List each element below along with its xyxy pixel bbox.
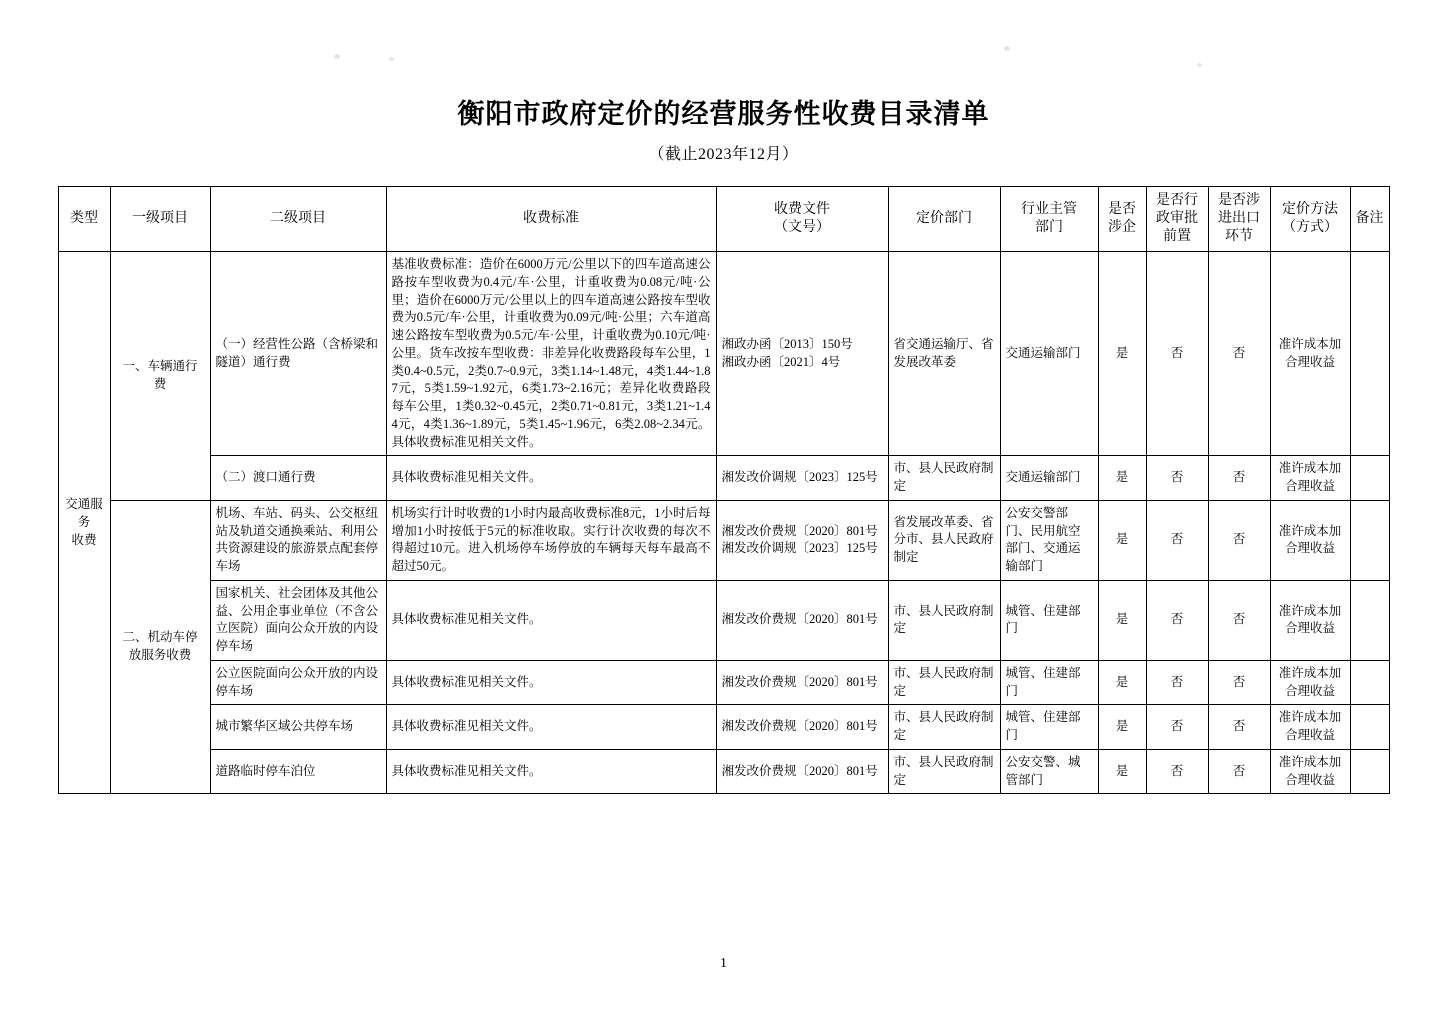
cell-standard: 具体收费标准见相关文件。 bbox=[386, 580, 716, 660]
col-header-approval bbox=[1146, 187, 1208, 252]
cell-level2: （一）经营性公路（含桥梁和隧道）通行费 bbox=[210, 252, 386, 456]
cell-method: 准许成本加合理收益 bbox=[1270, 749, 1350, 794]
cell-level2: 公立医院面向公众开放的内设停车场 bbox=[210, 660, 386, 705]
cell-level2: 城市繁华区域公共停车场 bbox=[210, 705, 386, 750]
cell-type-group bbox=[58, 252, 110, 794]
cell-document-line2: 湘政办函〔2021〕4号 bbox=[721, 354, 841, 369]
cell-approval: 否 bbox=[1146, 252, 1208, 456]
cell-pricing-dept: 市、县人民政府制定 bbox=[888, 749, 1000, 794]
scan-speck-icon bbox=[389, 57, 394, 61]
cell-level2: （二）渡口通行费 bbox=[210, 456, 386, 501]
cell-qiye: 是 bbox=[1098, 660, 1146, 705]
table-row bbox=[58, 580, 1389, 660]
cell-remark bbox=[1350, 252, 1389, 456]
page-subtitle: （截止2023年12月） bbox=[648, 146, 799, 163]
fee-catalog-table bbox=[58, 186, 1390, 794]
cell-document: 湘发改价费规〔2020〕801号 bbox=[716, 705, 888, 750]
cell-industry-dept: 城管、住建部门 bbox=[1000, 705, 1098, 750]
col-header-industry-dept-line2: 部门 bbox=[1035, 220, 1063, 235]
cell-qiye: 是 bbox=[1098, 500, 1146, 580]
col-header-standard: 收费标准 bbox=[386, 187, 716, 252]
table-row bbox=[58, 660, 1389, 705]
cell-document-line1: 湘发改价费规〔2020〕801号 bbox=[721, 523, 878, 538]
cell-level1-parking-line1: 二、机动车停 bbox=[122, 630, 198, 645]
table-header bbox=[58, 187, 1389, 252]
cell-standard: 具体收费标准见相关文件。 bbox=[386, 749, 716, 794]
cell-document-line2: 湘发改价调规〔2023〕125号 bbox=[721, 541, 878, 556]
cell-approval: 否 bbox=[1146, 500, 1208, 580]
table-row bbox=[58, 456, 1389, 501]
cell-standard: 具体收费标准见相关文件。 bbox=[386, 660, 716, 705]
cell-import-export: 否 bbox=[1208, 252, 1270, 456]
scan-speck-icon bbox=[1197, 63, 1202, 67]
cell-remark bbox=[1350, 456, 1389, 501]
cell-qiye: 是 bbox=[1098, 749, 1146, 794]
col-header-document bbox=[716, 187, 888, 252]
col-header-qiye bbox=[1098, 187, 1146, 252]
cell-level1-vehicle-toll-line1: 一、车辆通行 bbox=[122, 359, 198, 374]
col-header-document-line1: 收费文件 bbox=[774, 201, 830, 217]
cell-method: 准许成本加合理收益 bbox=[1270, 500, 1350, 580]
col-header-method-line1: 定价方法 bbox=[1282, 201, 1338, 217]
cell-qiye: 是 bbox=[1098, 252, 1146, 456]
cell-import-export: 否 bbox=[1208, 705, 1270, 750]
cell-import-export: 否 bbox=[1208, 749, 1270, 794]
col-header-qiye-line2: 涉企 bbox=[1108, 220, 1136, 235]
cell-import-export: 否 bbox=[1208, 660, 1270, 705]
cell-level2: 机场、车站、码头、公交枢纽站及轨道交通换乘站、利用公共资源建设的旅游景点配套停车场 bbox=[210, 500, 386, 580]
col-header-approval-line1: 是否行 bbox=[1156, 192, 1198, 208]
cell-remark bbox=[1350, 660, 1389, 705]
scan-speck-icon bbox=[334, 54, 340, 59]
col-header-type: 类型 bbox=[58, 187, 110, 252]
cell-standard: 具体收费标准见相关文件。 bbox=[386, 705, 716, 750]
cell-level1-vehicle-toll bbox=[110, 252, 210, 501]
table-row bbox=[58, 500, 1389, 580]
col-header-level2: 二级项目 bbox=[210, 187, 386, 252]
cell-document: 湘发改价费规〔2020〕801号 bbox=[716, 749, 888, 794]
col-header-import-export bbox=[1208, 187, 1270, 252]
cell-industry-dept: 城管、住建部门 bbox=[1000, 660, 1098, 705]
col-header-import-export-line1: 是否涉 bbox=[1218, 192, 1260, 208]
table-row bbox=[58, 252, 1389, 456]
cell-method: 准许成本加合理收益 bbox=[1270, 252, 1350, 456]
cell-pricing-dept: 市、县人民政府制定 bbox=[888, 660, 1000, 705]
cell-level1-parking-line2: 放服务收费 bbox=[128, 648, 192, 662]
cell-document: 湘发改价调规〔2023〕125号 bbox=[716, 456, 888, 501]
cell-standard: 具体收费标准见相关文件。 bbox=[386, 456, 716, 501]
col-header-approval-line3: 前置 bbox=[1163, 229, 1191, 245]
cell-import-export: 否 bbox=[1208, 500, 1270, 580]
col-header-import-export-line2: 进出口 bbox=[1218, 210, 1260, 226]
cell-level2: 道路临时停车泊位 bbox=[210, 749, 386, 794]
cell-qiye: 是 bbox=[1098, 705, 1146, 750]
cell-industry-dept: 公安交警、城管部门 bbox=[1000, 749, 1098, 794]
cell-approval: 否 bbox=[1146, 660, 1208, 705]
cell-method: 准许成本加合理收益 bbox=[1270, 456, 1350, 501]
col-header-import-export-line3: 环节 bbox=[1225, 229, 1253, 245]
cell-method: 准许成本加合理收益 bbox=[1270, 580, 1350, 660]
cell-approval: 否 bbox=[1146, 705, 1208, 750]
cell-pricing-dept: 市、县人民政府制定 bbox=[888, 580, 1000, 660]
cell-approval: 否 bbox=[1146, 580, 1208, 660]
table-row bbox=[58, 749, 1389, 794]
col-header-level1: 一级项目 bbox=[110, 187, 210, 252]
cell-industry-dept: 城管、住建部门 bbox=[1000, 580, 1098, 660]
cell-remark bbox=[1350, 580, 1389, 660]
cell-type-group-line2: 收费 bbox=[71, 532, 97, 547]
cell-document: 湘发改价费规〔2020〕801号 bbox=[716, 660, 888, 705]
cell-pricing-dept: 省发展改革委、省分市、县人民政府制定 bbox=[888, 500, 1000, 580]
col-header-remark: 备注 bbox=[1350, 187, 1389, 252]
page-number: 1 bbox=[720, 956, 727, 971]
cell-method: 准许成本加合理收益 bbox=[1270, 660, 1350, 705]
cell-import-export: 否 bbox=[1208, 456, 1270, 501]
cell-pricing-dept: 省交通运输厅、省发展改革委 bbox=[888, 252, 1000, 456]
cell-document bbox=[716, 500, 888, 580]
cell-industry-dept: 公安交警部门、民用航空部门、交通运输部门 bbox=[1000, 500, 1098, 580]
col-header-industry-dept-line1: 行业主管 bbox=[1021, 201, 1077, 217]
col-header-pricing-dept: 定价部门 bbox=[888, 187, 1000, 252]
scan-speck-icon bbox=[1004, 46, 1010, 51]
cell-industry-dept: 交通运输部门 bbox=[1000, 252, 1098, 456]
page-title: 衡阳市政府定价的经营服务性收费目录清单 bbox=[457, 99, 990, 129]
header-row bbox=[58, 187, 1389, 252]
cell-method: 准许成本加合理收益 bbox=[1270, 705, 1350, 750]
cell-standard: 基准收费标准：造价在6000万元/公里以下的四车道高速公路按车型收费为0.4元/车·公里，计重收费为0.08元/吨·公里；造价在6000万元/公里以上的四车道高速公路按车型收费为0.5元/车·公里，计重收费为0.09元/吨·公里；六车道高速公路按车型收费为0.5元/车·公里，计重收费为0.10元/吨·公里。货车改按车型收费：非差异化收费路段每车公里，1类0.4~0.5元，2类0.7~0.9元，3类1.14~1.48元，4类1.44~1.87元，5类1.59~1.92元，6类1.73~2.16元；差异化收费路段每车公里，1类0.32~0.45元，2类0.71~0.81元，3类1.21~1.44元，4类1.36~1.89元，5类1.45~1.96元，6类2.08~2.34元。具体收费标准见相关文件。 bbox=[386, 252, 716, 456]
col-header-approval-line2: 政审批 bbox=[1156, 210, 1198, 226]
cell-level1-parking bbox=[110, 500, 210, 794]
cell-qiye: 是 bbox=[1098, 580, 1146, 660]
col-header-document-line2: （文号） bbox=[774, 220, 830, 235]
cell-type-group-line1: 交通服务 bbox=[65, 497, 103, 529]
cell-level2: 国家机关、社会团体及其他公益、公用企事业单位（不含公立医院）面向公众开放的内设停车场 bbox=[210, 580, 386, 660]
cell-qiye: 是 bbox=[1098, 456, 1146, 501]
col-header-industry-dept bbox=[1000, 187, 1098, 252]
col-header-method-line2: （方式） bbox=[1282, 220, 1338, 235]
cell-standard: 机场实行计时收费的1小时内最高收费标准8元，1小时后每增加1小时按低于5元的标准收取。实行计次收费的每次不得超过10元。进入机场停车场停放的车辆每天每车最高不超过50元。 bbox=[386, 500, 716, 580]
cell-remark bbox=[1350, 500, 1389, 580]
cell-document bbox=[716, 252, 888, 456]
cell-remark bbox=[1350, 749, 1389, 794]
cell-approval: 否 bbox=[1146, 749, 1208, 794]
cell-document-line1: 湘政办函〔2013〕150号 bbox=[721, 336, 853, 351]
cell-import-export: 否 bbox=[1208, 580, 1270, 660]
cell-document: 湘发改价费规〔2020〕801号 bbox=[716, 580, 888, 660]
cell-remark bbox=[1350, 705, 1389, 750]
table-body bbox=[58, 252, 1389, 794]
cell-industry-dept: 交通运输部门 bbox=[1000, 456, 1098, 501]
cell-pricing-dept: 市、县人民政府制定 bbox=[888, 705, 1000, 750]
col-header-qiye-line1: 是否 bbox=[1108, 201, 1136, 217]
cell-level1-vehicle-toll-line2: 费 bbox=[153, 376, 167, 391]
cell-approval: 否 bbox=[1146, 456, 1208, 501]
cell-pricing-dept: 市、县人民政府制定 bbox=[888, 456, 1000, 501]
col-header-method bbox=[1270, 187, 1350, 252]
table-row bbox=[58, 705, 1389, 750]
